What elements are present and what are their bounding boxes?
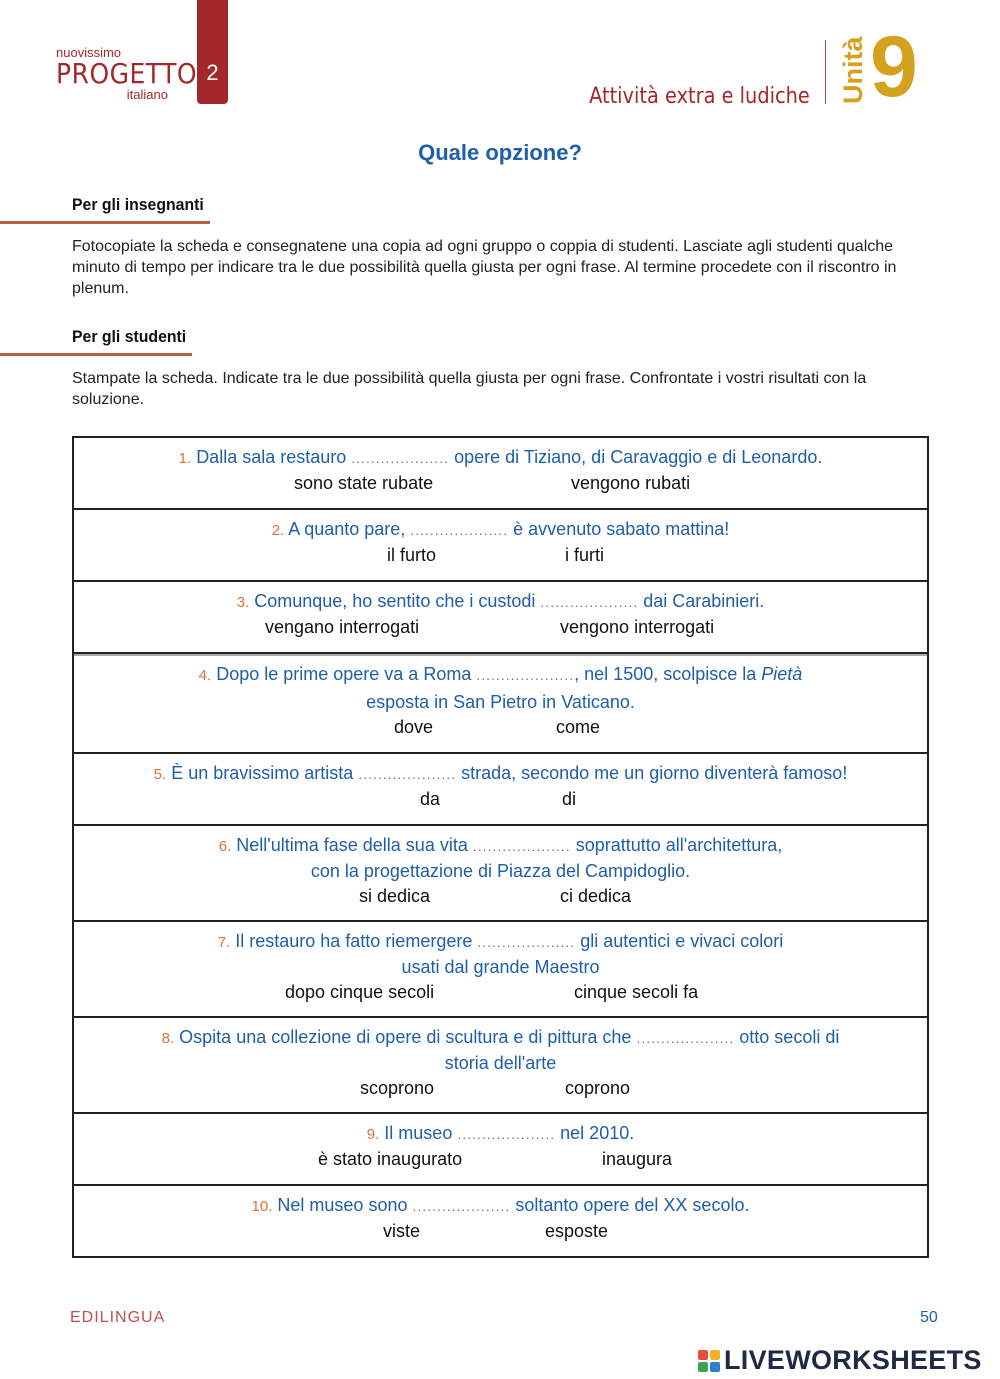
sentence-text-after: soprattutto all'architettura, (575, 835, 783, 855)
options (74, 980, 927, 1006)
sentence-text-after: è avvenuto sabato mattina! (513, 519, 730, 539)
option-a[interactable]: il furto (387, 545, 437, 565)
option-a[interactable]: dopo cinque secoli (285, 982, 435, 1002)
sentence-text-before: Dopo le prime opere va a Roma (216, 664, 472, 684)
sentence-text-before: A quanto pare, (288, 519, 406, 539)
options (74, 615, 927, 641)
sentence-line-2: con la progettazione di Piazza del Campidoglio. (310, 861, 691, 881)
sentence-italic: Pietà (761, 664, 803, 684)
page-title: Quale opzione? (418, 140, 582, 165)
option-b[interactable]: i furti (565, 545, 605, 565)
unit-divider (825, 40, 826, 104)
option-b[interactable]: coprono (565, 1078, 631, 1098)
page-number: 50 (920, 1309, 938, 1326)
sentence-text-before: Ospita una collezione di opere di scultura e di pittura che (179, 1027, 632, 1047)
item-number: 9. (366, 1126, 380, 1143)
option-b[interactable]: di (562, 789, 577, 809)
options (74, 543, 927, 569)
sentence (74, 761, 927, 787)
sentence-text-after: opere di Tiziano, di Caravaggio e di Leonardo. (454, 447, 823, 467)
sentence-text-after: soltanto opere del XX secolo. (515, 1195, 750, 1215)
sentence-text-before: Dalla sala restauro (196, 447, 347, 467)
exercise-row (74, 826, 927, 922)
option-a[interactable]: è stato inaugurato (318, 1149, 463, 1169)
blank[interactable]: .................... (472, 838, 571, 854)
options (74, 1219, 927, 1245)
exercise-row (74, 582, 927, 654)
students-instructions: Stampate la scheda. Indicate tra le due possibilità quella giusta per ogni frase. Confrontate i vostri risultati con la soluzione. (72, 370, 867, 408)
sentence-text-before: Nel museo sono (277, 1195, 408, 1215)
sentence-text-after: nel 2010. (560, 1123, 635, 1143)
item-number: 10. (251, 1198, 273, 1215)
sentence (74, 517, 927, 543)
option-a[interactable]: da (420, 789, 441, 809)
sentence-text-before: Nell'ultima fase della sua vita (236, 835, 468, 855)
liveworksheets-icon (698, 1350, 720, 1372)
blank[interactable]: .................... (351, 450, 450, 466)
sentence-line-2: usati dal grande Maestro (401, 957, 600, 977)
liveworksheets-watermark (698, 1345, 982, 1376)
blank[interactable]: .................... (457, 1126, 556, 1142)
exercise-row (74, 1114, 927, 1186)
students-heading: Per gli studenti (72, 327, 187, 346)
option-a[interactable]: viste (383, 1221, 421, 1241)
option-a[interactable]: vengano interrogati (265, 617, 420, 637)
teachers-instructions: Fotocopiate la scheda e consegnatene una copia ad ogni gruppo o coppia di studenti. Lasciate agli studenti qualche minuto di tempo per indicare tra le due possibilità quella giusta per ogni frase. Al termine procedete con il riscontro in plenum. (72, 238, 897, 297)
activity-title: Attività extra e ludiche (589, 84, 810, 109)
blank[interactable]: .................... (540, 594, 639, 610)
sentence-text-before: Il restauro ha fatto riemergere (235, 931, 473, 951)
option-b[interactable]: vengono rubati (571, 473, 691, 493)
option-b[interactable]: ci dedica (560, 886, 632, 906)
item-number: 3. (236, 594, 250, 611)
option-b[interactable]: come (556, 717, 601, 737)
item-number: 7. (217, 934, 231, 951)
liveworksheets-text: LIVEWORKSHEETS (724, 1345, 982, 1375)
option-b[interactable]: inaugura (602, 1149, 673, 1169)
blank[interactable]: .................... (636, 1030, 735, 1046)
students-heading-underline (0, 353, 192, 356)
series-logo (56, 45, 198, 102)
exercise-row (74, 510, 927, 582)
sentence-text-before: Comunque, ho sentito che i custodi (254, 591, 536, 611)
options (74, 884, 927, 910)
sentence (74, 1121, 927, 1147)
item-number: 5. (153, 766, 167, 783)
logo-line-3: italiano (126, 87, 168, 102)
sentence (74, 589, 927, 615)
item-number: 2. (271, 522, 285, 539)
sentence (74, 1193, 927, 1219)
blank[interactable]: .................... (412, 1198, 511, 1214)
sentence (74, 662, 927, 688)
teachers-heading: Per gli insegnanti (72, 195, 204, 214)
sentence-text-after: otto secoli di (739, 1027, 840, 1047)
item-number: 8. (161, 1030, 175, 1047)
volume-tab (197, 0, 228, 104)
item-number: 4. (198, 667, 212, 684)
option-a[interactable]: scoprono (360, 1078, 435, 1098)
sentence-text-after: , nel 1500, scolpisce la (574, 664, 757, 684)
volume-number: 2 (206, 60, 219, 85)
options (74, 1076, 927, 1102)
blank[interactable]: .................... (477, 934, 576, 950)
blank[interactable]: .................... (410, 522, 509, 538)
logo-line-1: nuovissimo (56, 45, 122, 60)
blank[interactable]: .................... (358, 766, 457, 782)
options (74, 1147, 927, 1173)
item-number: 1. (178, 450, 192, 467)
unit-number: 9 (870, 19, 918, 115)
sentence-text-before: Il museo (384, 1123, 453, 1143)
exercise-row (74, 922, 927, 1018)
sentence-line-2: esposta in San Pietro in Vaticano. (366, 692, 635, 712)
sentence (74, 833, 927, 859)
unit-label: Unità (838, 36, 868, 104)
item-number: 6. (218, 838, 232, 855)
option-a[interactable]: sono state rubate (294, 473, 434, 493)
option-b[interactable]: vengono interrogati (560, 617, 715, 637)
publisher-logo: EDILINGUA (70, 1309, 166, 1326)
sentence-line-2: storia dell'arte (444, 1053, 557, 1073)
sentence-text-after: dai Carabinieri. (643, 591, 765, 611)
teachers-heading-underline (0, 221, 210, 224)
exercise-row (74, 754, 927, 826)
sentence-text-after: gli autentici e vivaci colori (580, 931, 784, 951)
blank[interactable]: .................... (476, 667, 575, 683)
option-a[interactable]: dove (394, 717, 434, 737)
exercise-row (74, 1186, 927, 1256)
sentence (74, 445, 927, 471)
sentence (74, 929, 927, 955)
exercise-row (74, 438, 927, 510)
option-a[interactable]: si dedica (359, 886, 431, 906)
options (74, 715, 927, 741)
logo-line-2: PROGETTO (56, 57, 198, 90)
exercise-row (74, 1018, 927, 1114)
exercise-row (74, 654, 927, 754)
exercise-table (72, 436, 929, 1258)
options (74, 787, 927, 813)
sentence (74, 1025, 927, 1051)
sentence-text-after: strada, secondo me un giorno diventerà famoso! (461, 763, 848, 783)
option-b[interactable]: cinque secoli fa (574, 982, 699, 1002)
option-b[interactable]: esposte (545, 1221, 609, 1241)
sentence-text-before: È un bravissimo artista (171, 763, 354, 783)
options (74, 471, 927, 497)
